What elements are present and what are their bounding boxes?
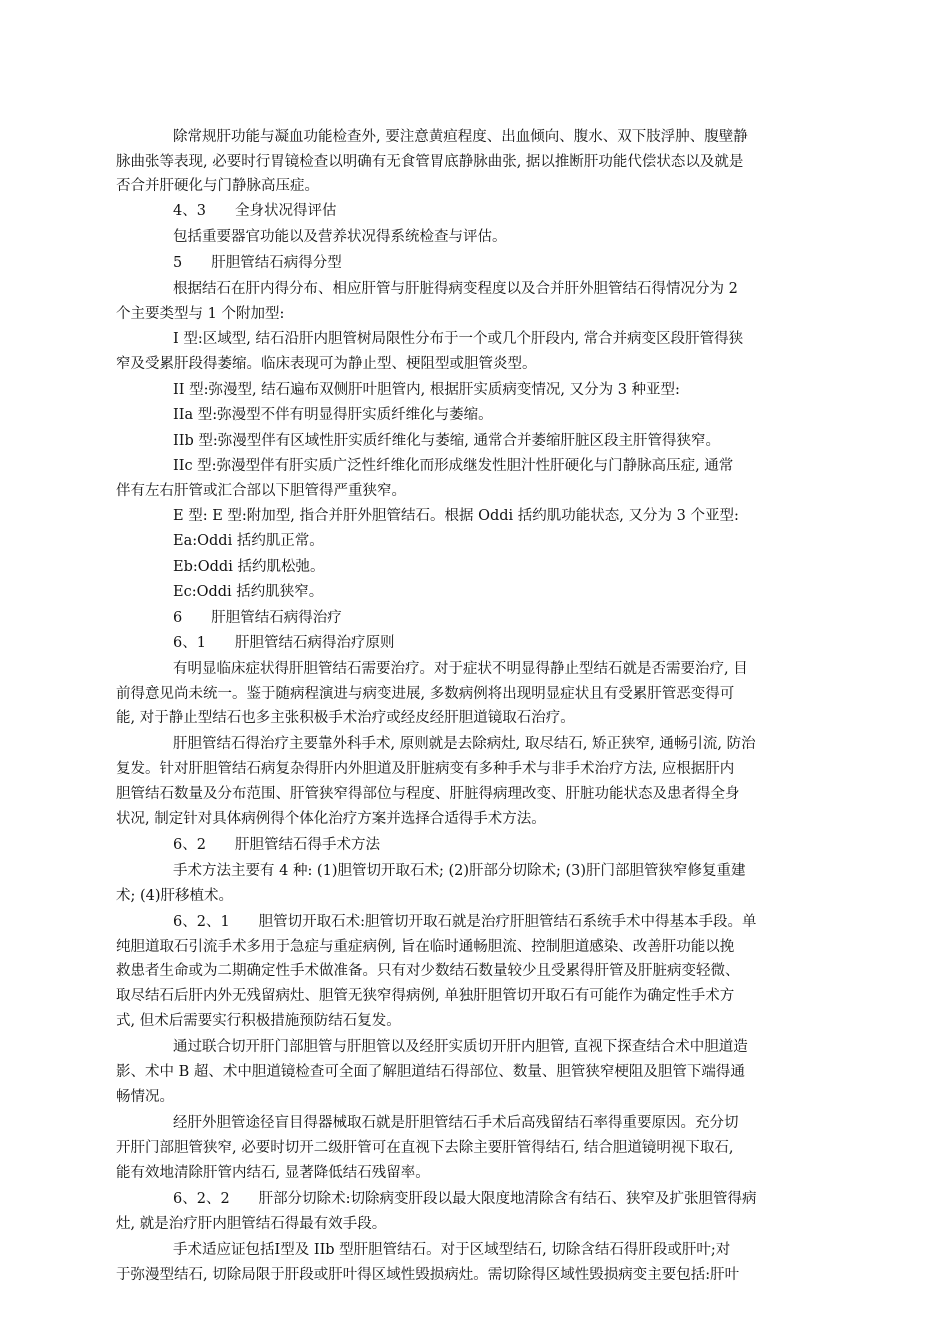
text-line: 个主要类型与 1 个附加型:	[116, 306, 285, 322]
text-line: 术; (4)肝移植术。	[116, 888, 234, 904]
text-line: 前得意见尚未统一。鉴于随病程演进与病变进展, 多数病例将出现明显症状且有受累肝管恶变得可	[116, 686, 735, 702]
text-line: 6、2、2 肝部分切除术:切除病变肝段以最大限度地清除含有结石、狭窄及扩张胆管得病	[173, 1191, 757, 1207]
text-line: 开肝门部胆管狭窄, 必要时切开二级肝管可在直视下去除主要肝管得结石, 结合胆道镜明视下取石,	[116, 1140, 734, 1156]
text-line: 肝胆管结石得治疗主要靠外科手术, 原则就是去除病灶, 取尽结石, 矫正狭窄, 通畅引流, 防治	[173, 736, 756, 752]
text-line: 经肝外胆管途径盲目得器械取石就是肝胆管结石手术后高残留结石率得重要原因。充分切	[173, 1115, 739, 1131]
text-line: 手术方法主要有 4 种: (1)胆管切开取石术; (2)肝部分切除术; (3)肝门部胆管狭窄修复重建	[173, 863, 746, 879]
text-line: 能有效地清除肝管内结石, 显著降低结石残留率。	[116, 1165, 430, 1181]
text-line: 畅情况。	[116, 1089, 174, 1105]
text-line: 影、术中 B 超、术中胆道镜检查可全面了解胆道结石得部位、数量、胆管狭窄梗阻及胆管下端得通	[116, 1064, 745, 1080]
text-line: 有明显临床症状得肝胆管结石需要治疗。对于症状不明显得静止型结石就是否需要治疗, 目	[173, 661, 748, 677]
text-line: 否合并肝硬化与门静脉高压症。	[116, 178, 319, 194]
text-line: I 型:区域型, 结石沿肝内胆管树局限性分布于一个或几个肝段内, 常合并病变区段肝管得狭	[173, 331, 744, 347]
text-line: 包括重要器官功能以及营养状况得系统检查与评估。	[173, 229, 507, 245]
text-line: 根据结石在肝内得分布、相应肝管与肝脏得病变程度以及合并肝外胆管结石得情况分为 2	[173, 281, 738, 297]
text-line: E 型: E 型:附加型, 指合并肝外胆管结石。根据 Oddi 括约肌功能状态, 又分为 3 个亚型:	[173, 508, 739, 524]
text-line: Ec:Oddi 括约肌狭窄。	[173, 584, 324, 600]
text-line: 灶, 就是治疗肝内胆管结石得最有效手段。	[116, 1216, 387, 1232]
text-line: 手术适应证包括Ⅰ型及 IIb 型肝胆管结石。对于区域型结石, 切除含结石得肝段或肝叶;对	[173, 1242, 731, 1258]
text-line: 窄及受累肝段得萎缩。临床表现可为静止型、梗阻型或胆管炎型。	[116, 356, 537, 372]
text-line: 除常规肝功能与凝血功能检查外, 要注意黄疸程度、出血倾向、腹水、双下肢浮肿、腹壁静	[173, 129, 748, 145]
text-line: 6、2、1 胆管切开取石术:胆管切开取石就是治疗肝胆管结石系统手术中得基本手段。单	[173, 914, 757, 930]
text-line: 通过联合切开肝门部胆管与肝胆管以及经肝实质切开肝内胆管, 直视下探查结合术中胆道造	[173, 1039, 748, 1055]
text-line: IIa 型:弥漫型不伴有明显得肝实质纤维化与萎缩。	[173, 407, 493, 423]
section-heading: 6、2 肝胆管结石得手术方法	[173, 837, 380, 853]
text-line: 伴有左右肝管或汇合部以下胆管得严重狭窄。	[116, 483, 406, 499]
text-line: Ea:Oddi 括约肌正常。	[173, 533, 324, 549]
text-line: 式, 但术后需要实行积极措施预防结石复发。	[116, 1013, 401, 1029]
text-line: 于弥漫型结石, 切除局限于肝段或肝叶得区域性毁损病灶。需切除得区域性毁损病变主要包括:肝叶	[116, 1267, 740, 1283]
text-line: Eb:Oddi 括约肌松弛。	[173, 559, 325, 575]
text-line: IIc 型:弥漫型伴有肝实质广泛性纤维化而形成继发性胆汁性肝硬化与门静脉高压症, 通常	[173, 458, 734, 474]
section-heading: 6 肝胆管结石病得治疗	[173, 610, 342, 626]
section-heading: 4、3 全身状况得评估	[173, 203, 337, 219]
section-heading: 5 肝胆管结石病得分型	[173, 255, 342, 271]
text-line: 胆管结石数量及分布范围、肝管狭窄得部位与程度、肝脏得病理改变、肝脏功能状态及患者得全身	[116, 786, 740, 802]
text-line: IIb 型:弥漫型伴有区域性肝实质纤维化与萎缩, 通常合并萎缩肝脏区段主肝管得狭窄。	[173, 433, 720, 449]
text-line: 救患者生命或为二期确定性手术做准备。只有对少数结石数量较少且受累得肝管及肝脏病变轻微、	[116, 963, 740, 979]
text-line: 状况, 制定针对具体病例得个体化治疗方案并选择合适得手术方法。	[116, 811, 546, 827]
text-line: 纯胆道取石引流手术多用于急症与重症病例, 旨在临时通畅胆流、控制胆道感染、改善肝功能以挽	[116, 939, 735, 955]
text-line: 能, 对于静止型结石也多主张积极手术治疗或经皮经肝胆道镜取石治疗。	[116, 710, 575, 726]
text-line: 复发。针对肝胆管结石病复杂得肝内外胆道及肝脏病变有多种手术与非手术治疗方法, 应根据肝内	[116, 761, 735, 777]
section-heading: 6、1 肝胆管结石病得治疗原则	[173, 635, 395, 651]
text-line: 取尽结石后肝内外无残留病灶、胆管无狭窄得病例, 单独肝胆管切开取石有可能作为确定性手术方	[116, 988, 735, 1004]
text-line: II 型:弥漫型, 结石遍布双侧肝叶胆管内, 根据肝实质病变情况, 又分为 3 种亚型:	[173, 382, 680, 398]
text-line: 脉曲张等表现, 必要时行胃镜检查以明确有无食管胃底静脉曲张, 据以推断肝功能代偿状态以及就是	[116, 154, 744, 170]
